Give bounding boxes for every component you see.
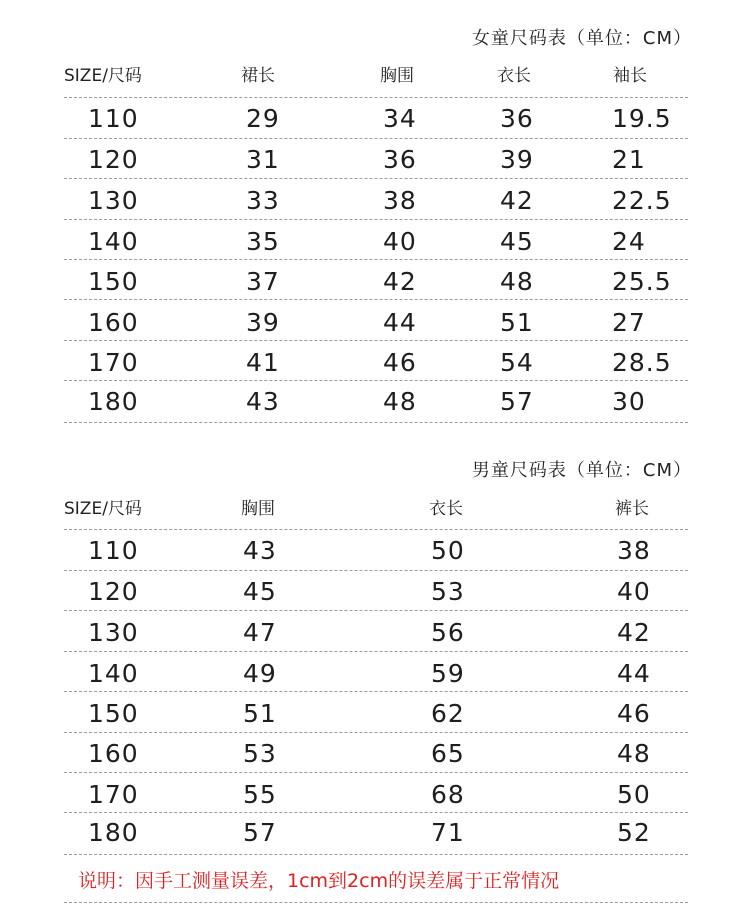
- pants-length-cell: 38: [617, 536, 651, 565]
- garment-length-cell: 48: [500, 267, 534, 296]
- sleeve-length-cell: 25.5: [612, 267, 672, 296]
- garment-length-cell: 53: [431, 577, 465, 606]
- row-divider: [64, 380, 688, 381]
- garment-length-cell: 51: [500, 308, 534, 337]
- chest-cell: 40: [383, 227, 417, 256]
- pants-length-cell: 42: [617, 618, 651, 647]
- size-cell: 180: [88, 818, 139, 847]
- skirt-length-cell: 31: [246, 145, 280, 174]
- row-divider: [64, 651, 688, 652]
- size-cell: 160: [88, 308, 139, 337]
- size-cell: 150: [88, 699, 139, 728]
- chest-cell: 38: [383, 186, 417, 215]
- header-chest: 胸围: [380, 66, 414, 86]
- chest-cell: 48: [383, 387, 417, 416]
- garment-length-cell: 56: [431, 618, 465, 647]
- sleeve-length-cell: 21: [612, 145, 646, 174]
- chest-cell: 49: [243, 659, 277, 688]
- skirt-length-cell: 37: [246, 267, 280, 296]
- garment-length-cell: 50: [431, 536, 465, 565]
- chest-cell: 55: [243, 780, 277, 809]
- size-cell: 180: [88, 387, 139, 416]
- size-cell: 120: [88, 577, 139, 606]
- skirt-length-cell: 29: [246, 104, 280, 133]
- row-divider: [64, 610, 688, 611]
- pants-length-cell: 52: [617, 818, 651, 847]
- sleeve-length-cell: 24: [612, 227, 646, 256]
- row-divider: [64, 691, 688, 692]
- chest-cell: 44: [383, 308, 417, 337]
- header-chest: 胸围: [241, 499, 275, 519]
- garment-length-cell: 62: [431, 699, 465, 728]
- girls-size-chart-title: 女童尺码表（单位：CM）: [471, 28, 692, 49]
- row-divider: [64, 902, 688, 903]
- garment-length-cell: 42: [500, 186, 534, 215]
- pants-length-cell: 46: [617, 699, 651, 728]
- row-divider: [64, 529, 688, 530]
- size-cell: 120: [88, 145, 139, 174]
- skirt-length-cell: 43: [246, 387, 280, 416]
- row-divider: [64, 178, 688, 179]
- chest-cell: 42: [383, 267, 417, 296]
- row-divider: [64, 97, 688, 98]
- row-divider: [64, 422, 688, 423]
- row-divider: [64, 570, 688, 571]
- row-divider: [64, 732, 688, 733]
- row-divider: [64, 772, 688, 773]
- pants-length-cell: 48: [617, 739, 651, 768]
- chest-cell: 47: [243, 618, 277, 647]
- header-garment-length: 衣长: [497, 66, 531, 86]
- row-divider: [64, 219, 688, 220]
- size-cell: 110: [88, 536, 139, 565]
- size-cell: 130: [88, 618, 139, 647]
- row-divider: [64, 299, 688, 300]
- size-cell: 170: [88, 780, 139, 809]
- row-divider: [64, 812, 688, 813]
- boys-size-chart-title: 男童尺码表（单位：CM）: [471, 460, 692, 481]
- chest-cell: 46: [383, 348, 417, 377]
- header-pants-length: 裤长: [615, 499, 649, 519]
- pants-length-cell: 50: [617, 780, 651, 809]
- row-divider: [64, 854, 688, 855]
- sleeve-length-cell: 30: [612, 387, 646, 416]
- chest-cell: 57: [243, 818, 277, 847]
- row-divider: [64, 138, 688, 139]
- chest-cell: 51: [243, 699, 277, 728]
- header-size: SIZE/尺码: [64, 499, 142, 519]
- size-cell: 150: [88, 267, 139, 296]
- garment-length-cell: 36: [500, 104, 534, 133]
- header-garment-length: 衣长: [429, 499, 463, 519]
- pants-length-cell: 40: [617, 577, 651, 606]
- row-divider: [64, 340, 688, 341]
- skirt-length-cell: 39: [246, 308, 280, 337]
- garment-length-cell: 65: [431, 739, 465, 768]
- garment-length-cell: 39: [500, 145, 534, 174]
- size-cell: 130: [88, 186, 139, 215]
- garment-length-cell: 71: [431, 818, 465, 847]
- size-cell: 110: [88, 104, 139, 133]
- garment-length-cell: 59: [431, 659, 465, 688]
- size-cell: 160: [88, 739, 139, 768]
- header-size: SIZE/尺码: [64, 66, 142, 86]
- skirt-length-cell: 33: [246, 186, 280, 215]
- sleeve-length-cell: 22.5: [612, 186, 672, 215]
- chest-cell: 45: [243, 577, 277, 606]
- garment-length-cell: 54: [500, 348, 534, 377]
- measurement-note: 说明：因手工测量误差，1cm到2cm的误差属于正常情况: [78, 870, 560, 892]
- garment-length-cell: 57: [500, 387, 534, 416]
- sleeve-length-cell: 19.5: [612, 104, 672, 133]
- row-divider: [64, 259, 688, 260]
- chest-cell: 36: [383, 145, 417, 174]
- size-cell: 140: [88, 227, 139, 256]
- sleeve-length-cell: 28.5: [612, 348, 672, 377]
- chest-cell: 53: [243, 739, 277, 768]
- skirt-length-cell: 41: [246, 348, 280, 377]
- chest-cell: 43: [243, 536, 277, 565]
- size-cell: 140: [88, 659, 139, 688]
- garment-length-cell: 45: [500, 227, 534, 256]
- chest-cell: 34: [383, 104, 417, 133]
- sleeve-length-cell: 27: [612, 308, 646, 337]
- skirt-length-cell: 35: [246, 227, 280, 256]
- garment-length-cell: 68: [431, 780, 465, 809]
- header-skirt-length: 裙长: [241, 66, 275, 86]
- size-cell: 170: [88, 348, 139, 377]
- pants-length-cell: 44: [617, 659, 651, 688]
- header-sleeve-length: 袖长: [613, 66, 647, 86]
